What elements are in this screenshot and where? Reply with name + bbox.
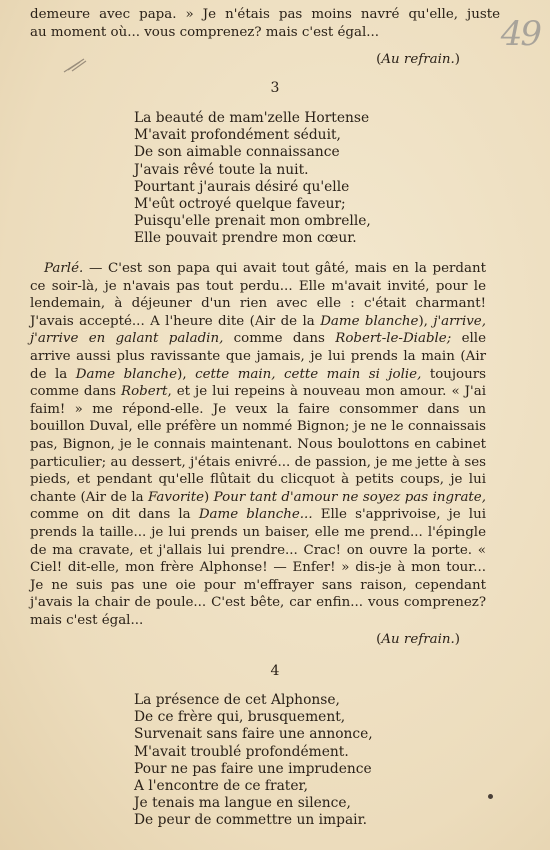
handwritten-page-number: 49 bbox=[500, 14, 540, 54]
parle-segment: — C'est son papa qui avait tout gâté, mais en la perdant ce soir-là, je n'avais pas tout perdu... Elle m'avait invité, pour le lendemain, à déjeuner d'un rien avec elle : c'était charmant! J'avais accepté... A l'heure dite (Air de la bbox=[30, 261, 486, 329]
top-prose bbox=[30, 6, 500, 41]
stanza-4-number: 4 bbox=[270, 663, 280, 679]
parle-segment: cette main, cette main si jolie, bbox=[195, 366, 422, 382]
top-line-1: demeure avec papa. » Je n'étais pas moins navré qu'elle, juste bbox=[30, 7, 500, 22]
stanza-3-line: De son aimable connaissance bbox=[134, 144, 340, 161]
parle-segment: j'arrive, j'arrive en galant paladin, bbox=[30, 313, 486, 347]
parle-label: Parlé. bbox=[44, 261, 84, 276]
parle-segment: toujours comme dans bbox=[30, 366, 486, 400]
refrain-parle: (Au refrain.) bbox=[376, 632, 460, 647]
pencil-mark-icon bbox=[62, 56, 88, 74]
refrain-top-text: Au refrain. bbox=[381, 52, 455, 67]
stanza-4-line: Pour ne pas faire une imprudence bbox=[134, 760, 372, 777]
stanza-3-line: M'avait profondément séduit, bbox=[134, 127, 341, 144]
stanza-4-line: Survenait sans faire une annonce, bbox=[134, 726, 373, 743]
parle-segment: comme on dit dans la bbox=[30, 507, 199, 523]
stanza-3-line: La beauté de mam'zelle Hortense bbox=[134, 110, 370, 126]
parle-segment: ), bbox=[177, 366, 196, 382]
parle-segment: , et je lui repeins à nouveau mon amour. « J'ai faim! » me répond-elle. Je veux la faire consommer dans un bouillon Duval, elle préfère un nommé Bignon; je ne le connaissais pas, Bignon, je le connais maintenant. Nous boulottons en cabinet particulier; au dessert, j'étais enivré... de passion, je me jette à ses pieds, et pendant qu'elle flûtait du clicquot à petits coups, je lui chante (Air de la bbox=[30, 384, 486, 505]
stanza-4 bbox=[134, 692, 373, 830]
refrain-parle-text: Au refrain. bbox=[381, 632, 455, 647]
parle-segment: Dame blanche... bbox=[198, 507, 313, 523]
stanza-4-line: La présence de cet Alphonse, bbox=[134, 692, 340, 708]
stanza-3-line: Pourtant j'aurais désiré qu'elle bbox=[134, 178, 350, 195]
parle-segment: Favorite bbox=[148, 489, 205, 505]
stanza-3-number: 3 bbox=[270, 80, 280, 96]
stanza-3-line: J'avais rêvé toute la nuit. bbox=[134, 161, 309, 178]
parle-paragraph bbox=[30, 260, 486, 629]
stanza-4-line: De peur de commettre un impair. bbox=[134, 812, 368, 829]
parle-segment: elle arrive aussi plus ravissante que jamais, je lui prends la main (Air de la bbox=[30, 331, 486, 382]
parle-segment: comme dans bbox=[223, 331, 336, 347]
parle-segment: Robert-le-Diable; bbox=[335, 331, 452, 347]
ink-spot bbox=[488, 794, 493, 799]
parle-segment: ) bbox=[204, 489, 214, 505]
stanza-3 bbox=[134, 110, 371, 248]
stanza-4-line: De ce frère qui, brusquement, bbox=[134, 709, 346, 726]
top-line-2: au moment où... vous comprenez? mais c'est égal... bbox=[30, 24, 380, 40]
stanza-4-line: M'avait troublé profondément. bbox=[134, 743, 349, 760]
stanza-4-line: A l'encontre de ce frater, bbox=[134, 778, 308, 795]
parle-segment: Elle s'apprivoise, je lui prends la taille... je lui prends un baiser, elle me prend... l'épingle de ma cravate, et j'allais lui prendre... Crac! on ouvre la porte. « Ciel! dit-elle, mon frère Alphonse! — Enfer! » dis-je à mon tour... Je ne suis pas une oie pour m'effrayer sans raison, cependant j'avais la chair de poule... C'est bête, car enfin... vous comprenez? mais c'est égal... bbox=[30, 507, 486, 628]
stanza-4-line: Je tenais ma langue en silence, bbox=[134, 795, 351, 812]
refrain-top: (Au refrain.) bbox=[376, 52, 460, 67]
stanza-3-line: Elle pouvait prendre mon cœur. bbox=[134, 230, 357, 247]
stanza-3-line: M'eût octroyé quelque faveur; bbox=[134, 196, 346, 213]
parle-segment: Robert bbox=[121, 384, 168, 400]
parle-segment: Pour tant d'amour ne soyez pas ingrate, bbox=[213, 489, 486, 505]
parle-text bbox=[30, 260, 486, 629]
parle-segment: Dame blanche bbox=[320, 313, 419, 329]
parle-segment: ), bbox=[418, 313, 434, 329]
parle-segment: Dame blanche bbox=[75, 366, 178, 382]
stanza-3-line: Puisqu'elle prenait mon ombrelle, bbox=[134, 213, 371, 230]
